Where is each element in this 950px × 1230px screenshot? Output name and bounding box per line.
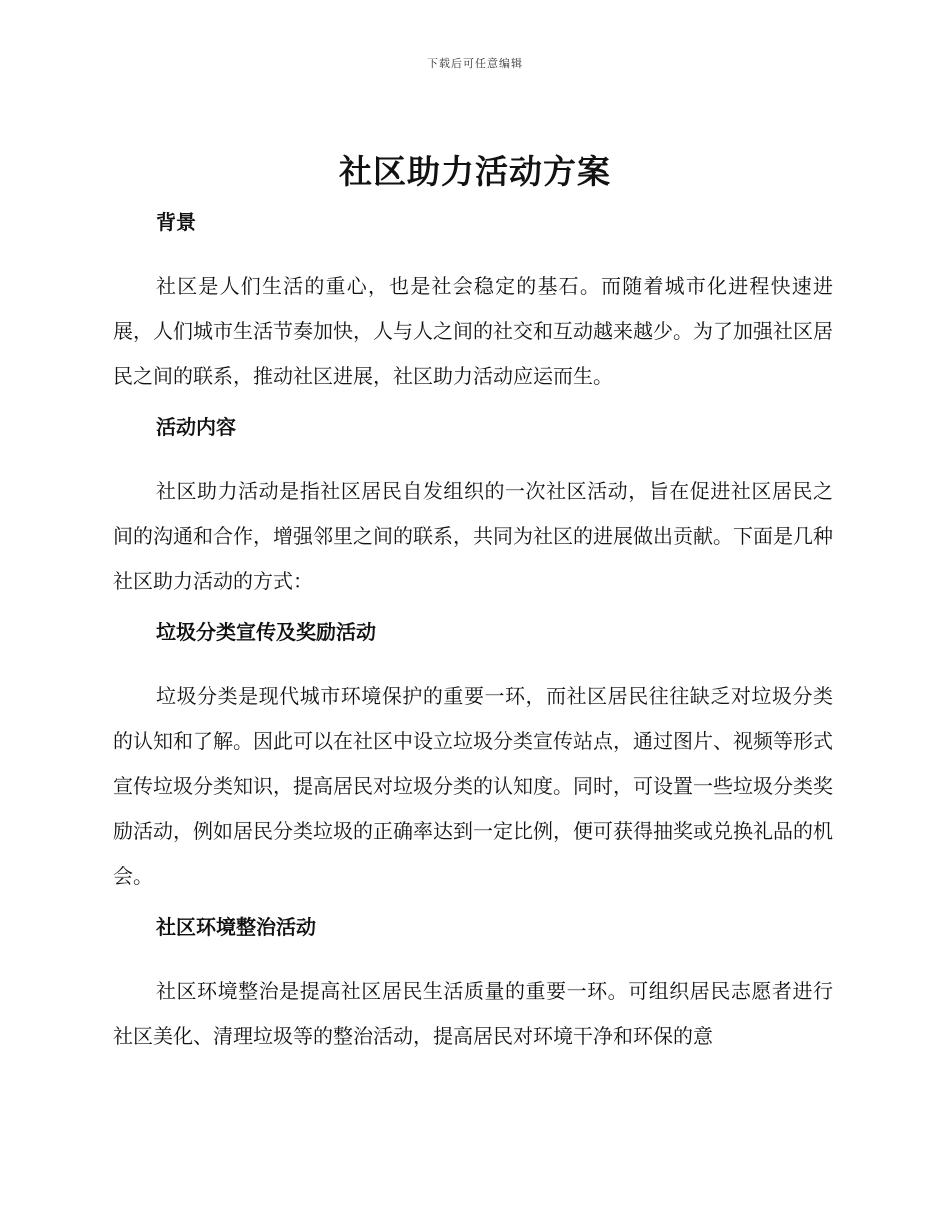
section-paragraph-environment: 社区环境整治是提高社区居民生活质量的重要一环。可组织居民志愿者进行社区美化、清理垃圾等的整治活动，提高居民对环境干净和环保的意 [113, 979, 833, 1048]
section-heading-activity-content: 活动内容 [156, 415, 236, 439]
document-body [113, 207, 833, 1059]
section-paragraph-activity-content: 社区助力活动是指社区居民自发组织的一次社区活动，旨在促进社区居民之间的沟通和合作，增强邻里之间的联系，共同为社区的进展做出贡献。下面是几种社区助力活动的方式： [113, 479, 833, 593]
header-note: 下载后可任意编辑 [427, 57, 523, 70]
section-heading-garbage-sorting: 垃圾分类宣传及奖励活动 [156, 620, 376, 644]
section-paragraph-garbage-sorting: 垃圾分类是现代城市环境保护的重要一环，而社区居民往往缺乏对垃圾分类的认知和了解。因此可以在社区中设立垃圾分类宣传站点，通过图片、视频等形式宣传垃圾分类知识，提高居民对垃圾分类的认知度。同时，可设置一些垃圾分类奖励活动，例如居民分类垃圾的正确率达到一定比例，便可获得抽奖或兑换礼品的机会。 [113, 684, 833, 888]
section-paragraph-background: 社区是人们生活的重心，也是社会稳定的基石。而随着城市化进程快速进展，人们城市生活节奏加快，人与人之间的社交和互动越来越少。为了加强社区居民之间的联系，推动社区进展，社区助力活动应运而生。 [113, 274, 833, 388]
document-title: 社区助力活动方案 [339, 152, 611, 191]
section-heading-background: 背景 [156, 210, 196, 234]
section-heading-environment: 社区环境整治活动 [156, 915, 316, 939]
